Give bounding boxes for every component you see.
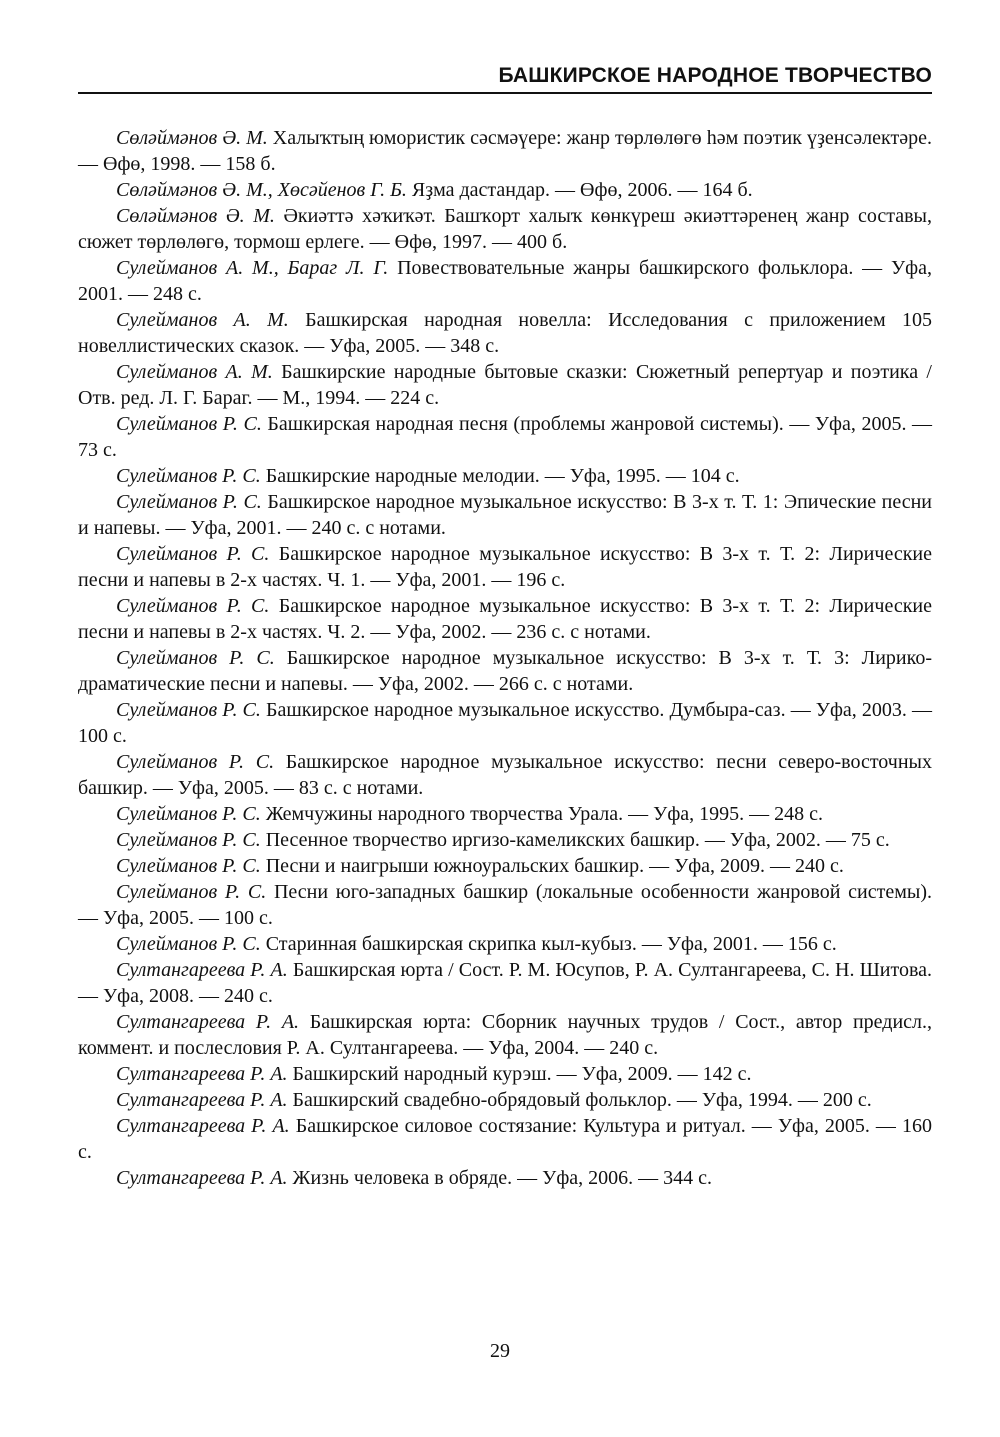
entry-text: Башкирское народное музыкальное искусство: В 3-х т. Т. 3: Лирико-драматические песни и напевы. — Уфа, 2002. — 266 с. с нотами. (78, 647, 932, 695)
entry-text: Башкирские народные мелодии. — Уфа, 1995. — 104 с. (260, 465, 740, 487)
entry-text: Жемчужины народного творчества Урала. — Уфа, 1995. — 248 с. (260, 803, 824, 825)
entry-author: Сулейманов Р. С. (116, 803, 261, 825)
entry-author: Султангареева Р. А. (116, 1011, 300, 1033)
entry-text: Башкирское народное музыкальное искусство: В 3-х т. Т. 2: Лирические песни и напевы в 2-х частях. Ч. 1. — Уфа, 2001. — 196 с. (78, 543, 932, 591)
bibliography-entry (78, 411, 932, 463)
bibliography-entry (78, 307, 932, 359)
bibliography-entry (78, 1009, 932, 1061)
bibliography-entry (78, 931, 932, 957)
entry-text: Халыҡтың юмористик сәсмәүере: жанр төрлөлөгө һәм поэтик үҙенсәлектәре. — Өфө, 1998. — 158 б. (78, 127, 932, 175)
entry-author: Сөләймәнов Ә. М., Хөсәйенов Г. Б. (116, 179, 407, 201)
entry-text: Песни юго-западных башкир (локальные особенности жанровой системы). — Уфа, 2005. — 100 с. (78, 881, 932, 929)
bibliography-entry (78, 1165, 932, 1191)
bibliography-entry (78, 697, 932, 749)
entry-author: Сулейманов А. М., Бараг Л. Г. (116, 257, 389, 279)
bibliography-entry (78, 749, 932, 801)
entry-author: Султангареева Р. А. (116, 1167, 288, 1189)
entry-author: Сулейманов Р. С. (116, 647, 275, 669)
running-header: БАШКИРСКОЕ НАРОДНОЕ ТВОРЧЕСТВО (78, 64, 932, 94)
entry-text: Башкирское народное музыкальное искусство: В 3-х т. Т. 2: Лирические песни и напевы в 2-х частях. Ч. 2. — Уфа, 2002. — 236 с. с нотами. (78, 595, 932, 643)
entry-text: Башкирское народное музыкальное искусство. Думбыра-саз. — Уфа, 2003. — 100 с. (78, 699, 932, 747)
entry-author: Сөләймәнов Ә. М. (116, 127, 268, 149)
bibliography-entry (78, 853, 932, 879)
entry-author: Сулейманов Р. С. (116, 751, 275, 773)
bibliography-entry (78, 801, 932, 827)
bibliography-entry (78, 879, 932, 931)
bibliography-entry (78, 593, 932, 645)
bibliography-entry (78, 203, 932, 255)
entry-text: Башкирские народные бытовые сказки: Сюжетный репертуар и поэтика / Отв. ред. Л. Г. Бараг. — М., 1994. — 224 с. (78, 361, 932, 409)
bibliography-entry (78, 177, 932, 203)
entry-author: Султангареева Р. А. (116, 1063, 288, 1085)
entry-author: Султангареева Р. А. (116, 1089, 288, 1111)
entry-author: Сулейманов А. М. (116, 361, 273, 383)
bibliography-entry (78, 957, 932, 1009)
bibliography-entry (78, 645, 932, 697)
entry-author: Сулейманов Р. С. (116, 595, 270, 617)
bibliography-entry (78, 1113, 932, 1165)
bibliography-entry (78, 1087, 932, 1113)
bibliography-entry (78, 489, 932, 541)
entry-author: Сөләймәнов Ә. М. (116, 205, 275, 227)
entry-text: Жизнь человека в обряде. — Уфа, 2006. — 344 с. (287, 1167, 713, 1189)
entry-author: Сулейманов Р. С. (116, 413, 262, 435)
entry-text: Башкирская юрта / Сост. Р. М. Юсупов, Р. А. Султангареева, С. Н. Шитова. — Уфа, 2008. — 240 с. (78, 959, 933, 1007)
entry-author: Сулейманов Р. С. (116, 829, 261, 851)
entry-author: Сулейманов Р. С. (116, 933, 261, 955)
bibliography-entry (78, 359, 932, 411)
entry-author: Сулейманов Р. С. (116, 491, 262, 513)
entry-text: Башкирская юрта: Сборник научных трудов / Сост., автор предисл., коммент. и послесловия Р. А. Султангареева. — Уфа, 2004. — 240 с. (78, 1011, 933, 1059)
bibliography-entry (78, 827, 932, 853)
entry-author: Сулейманов Р. С. (116, 699, 261, 721)
entry-author: Сулейманов Р. С. (116, 881, 267, 903)
entry-text: Әкиәттә хәҡиҡәт. Башҡорт халыҡ көнкүреш әкиәттәренең жанр составы, сюжет төрлөлөгө, тормош ерлеге. — Өфө, 1997. — 400 б. (78, 205, 932, 253)
entry-author: Сулейманов Р. С. (116, 855, 261, 877)
entry-text: Песенное творчество иргизо-камеликских башкир. — Уфа, 2002. — 75 с. (260, 829, 890, 851)
entry-text: Башкирское народное музыкальное искусство: песни северо-восточных башкир. — Уфа, 2005. — 83 с. с нотами. (78, 751, 932, 799)
entry-text: Башкирская народная песня (проблемы жанровой системы). — Уфа, 2005. — 73 с. (78, 413, 933, 461)
bibliography-entry (78, 541, 932, 593)
entry-text: Башкирский свадебно-обрядовый фольклор. — Уфа, 1994. — 200 с. (287, 1089, 872, 1111)
entry-text: Башкирское силовое состязание: Культура и ритуал. — Уфа, 2005. — 160 с. (78, 1115, 932, 1163)
entry-text: Башкирский народный курэш. — Уфа, 2009. — 142 с. (287, 1063, 752, 1085)
entry-text: Повествовательные жанры башкирского фольклора. — Уфа, 2001. — 248 с. (78, 257, 932, 305)
entry-text: Старинная башкирская скрипка кыл-кубыз. — Уфа, 2001. — 156 с. (260, 933, 837, 955)
entry-author: Султангареева Р. А. (116, 959, 288, 981)
entry-author: Сулейманов Р. С. (116, 543, 270, 565)
page-number: 29 (490, 1340, 510, 1362)
entry-text: Яҙма дастандар. — Өфө, 2006. — 164 б. (406, 179, 753, 201)
entry-author: Сулейманов А. М. (116, 309, 289, 331)
bibliography-entry (78, 125, 932, 177)
bibliography-entry (78, 1061, 932, 1087)
entry-author: Сулейманов Р. С. (116, 465, 261, 487)
entry-text: Башкирское народное музыкальное искусство: В 3-х т. Т. 1: Эпические песни и напевы. — Уфа, 2001. — 240 с. с нотами. (78, 491, 933, 539)
entry-author: Султангареева Р. А. (116, 1115, 290, 1137)
entry-text: Башкирская народная новелла: Исследования с приложением 105 новеллистических сказок. — Уфа, 2005. — 348 с. (78, 309, 932, 357)
bibliography-entry (78, 463, 932, 489)
bibliography-list (78, 125, 932, 1191)
bibliography-entry (78, 255, 932, 307)
entry-text: Песни и наигрыши южноуральских башкир. — Уфа, 2009. — 240 с. (260, 855, 844, 877)
